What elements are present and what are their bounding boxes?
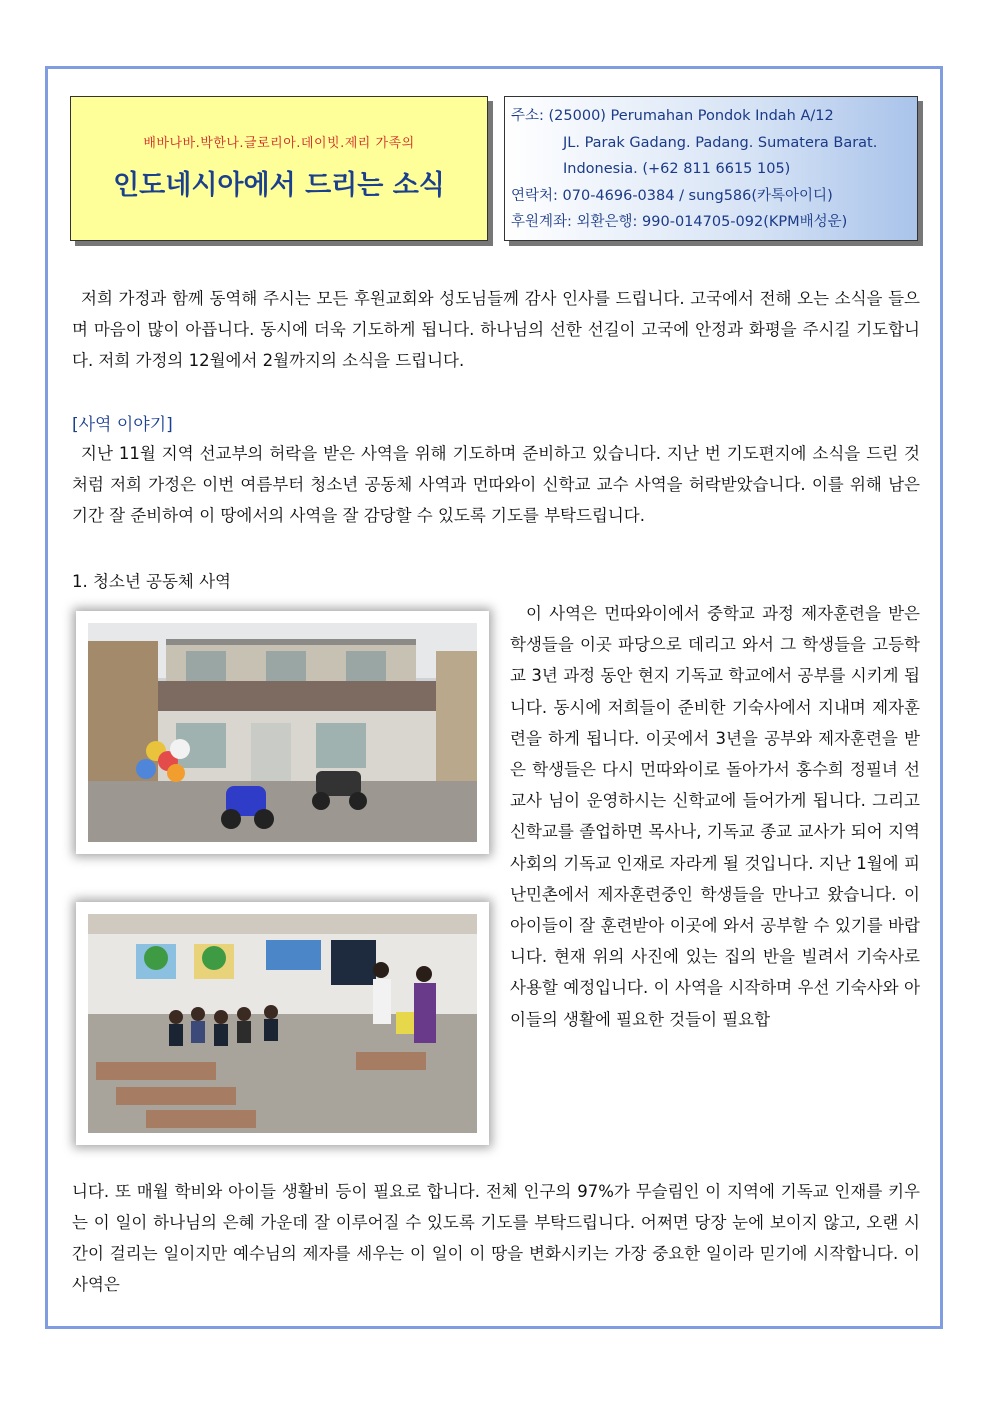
address-line: Indonesia. (+62 811 6615 105) [563, 161, 791, 177]
phone-line: 연락처: 070-4696-0384 / sung586(카톡아이디) [511, 187, 833, 204]
contact-box [504, 96, 918, 241]
family-names: 배바나바.박한나.글로리아.데이빗.제리 가족의 [143, 136, 415, 151]
ministry-paragraph: 지난 11월 지역 선교부의 허락을 받은 사역을 위해 기도하며 준비하고 있습니다. 지난 번 기도편지에 소식을 드린 것처럼 저희 가정은 이번 여름부터 청소년 공동체 사역과 먼따와이 신학교 교수 사역을 허락받았습니다. 이를 위해 남은 기간 잘 준비하여 이 땅에서의 사역을 잘 감당할 수 있도록 기도를 부탁드립니다. [72, 444, 920, 525]
classroom-photo [76, 902, 489, 1145]
address-line: JL. Parak Gadang. Padang. Sumatera Barat. [563, 134, 878, 151]
ministry-detail-text: 이 사역은 먼따와이에서 중학교 과정 제자훈련을 받은 학생들을 이곳 파당으로 데리고 와서 그 학생들을 고등학교 3년 과정 동안 현지 기독교 학교에서 공부를 시키게 됩니다. 동시에 저희들이 준비한 기숙사에서 지내며 제자훈련을 하게 됩니다. 이곳에서 3년을 공부와 제자훈련을 받은 학생들은 다시 먼따와이로 돌아가서 홍수희 정필녀 선교사 님이 운영하시는 신학교에 들어가게 됩니다. 그리고 신학교를 졸업하면 목사나, 기독교 종교 교사가 되어 지역 사회의 기독교 인재로 자라게 될 것입니다. 지난 1월에 피난민촌에서 제자훈련중인 학생들을 만나고 왔습니다. 이 아이들이 잘 훈련받아 이곳에 와서 공부할 수 있기를 바랍니다. 현재 위의 사진에 있는 집의 반을 빌려서 기숙사로 사용할 예정입니다. 이 사역을 시작하며 우선 기숙사와 아이들의 생활에 필요한 것들이 필요합 [510, 604, 920, 1029]
title-box [70, 96, 488, 241]
newsletter-title: 인도네시아에서 드리는 소식 [113, 170, 445, 201]
section-title: [사역 이야기] [72, 415, 173, 435]
subheading: 1. 청소년 공동체 사역 [72, 572, 231, 591]
account-line: 후원계좌: 외환은행: 990-014705-092(KPM배성운) [511, 214, 848, 230]
intro-paragraph: 저희 가정과 함께 동역해 주시는 모든 후원교회와 성도님들께 감사 인사를 드립니다. 고국에서 전해 오는 소식을 들으며 마음이 많이 아픕니다. 동시에 더욱 기도하게 됩니다. 하나님의 선한 선길이 고국에 안정과 화평을 주시길 기도합니다. 저희 가정의 12월에서 2월까지의 소식을 드립니다. [72, 289, 920, 370]
house-photo [76, 611, 489, 854]
ministry-continued-text: 니다. 또 매월 학비와 아이들 생활비 등이 필요로 합니다. 전체 인구의 97%가 무슬림인 이 지역에 기독교 인재를 키우는 이 일이 하나님의 은혜 가운데 잘 이루어질 수 있도록 기도를 부탁드립니다. 어쩌면 당장 눈에 보이지 않고, 오랜 시간이 걸리는 일이지만 예수님의 제자를 세우는 이 일이 이 땅을 변화시키는 가장 중요한 일이라 믿기에 시작합니다. 이 사역은 [72, 1182, 920, 1294]
address-line: 주소: (25000) Perumahan Pondok Indah A/12 [511, 108, 834, 124]
